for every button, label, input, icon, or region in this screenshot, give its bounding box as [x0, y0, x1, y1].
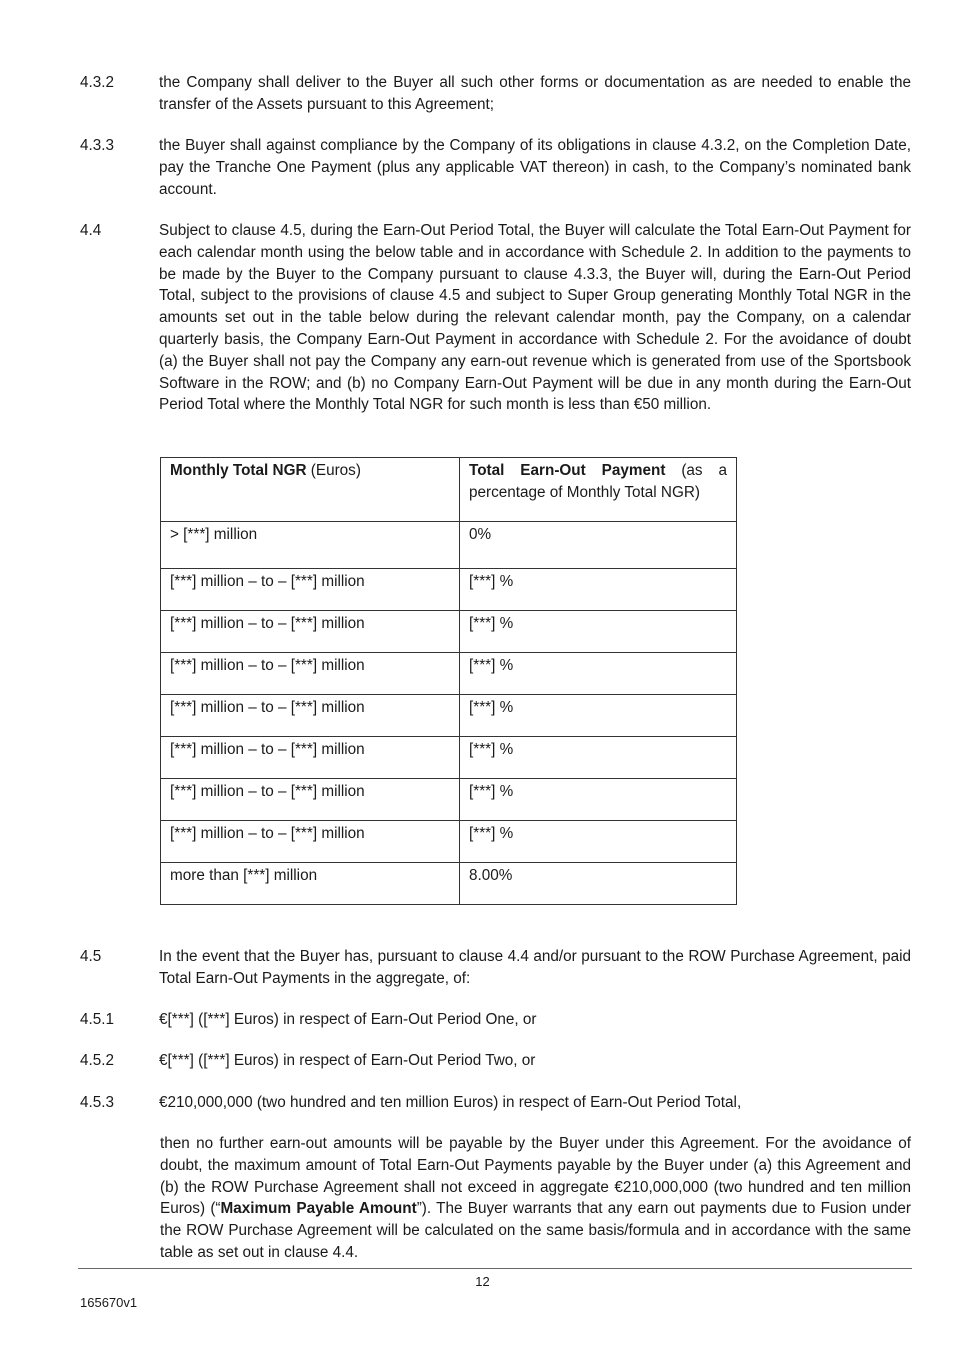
- clause-number: 4.3.3: [80, 137, 115, 154]
- clause-4-3-2: [80, 72, 911, 116]
- header-earn-out-payment: Total Earn-Out Payment (as a percentage of Monthly Total NGR): [460, 458, 737, 522]
- table-row: [***] million – to – [***] million [***] %: [161, 569, 737, 611]
- clause-number: 4.3.2: [80, 74, 115, 91]
- table-row: more than [***] million 8.00%: [161, 863, 737, 905]
- page-number: 12: [475, 1274, 490, 1289]
- clause-text: €[***] ([***] Euros) in respect of Earn-Out Period Two, or: [159, 1052, 536, 1069]
- closing-paragraph: then no further earn-out amounts will be payable by the Buyer under this Agreement. For the avoidance of doubt, the maximum amount of Total Earn-Out Payments payable by the Buyer under (a) this Agreement and (b) the ROW Purchase Agreement shall not exceed in aggregate €210,000,000 (two hundred and ten million Euros) (“Maximum Payable Amount”). The Buyer warrants that any earn out payments due to Fusion under the ROW Purchase Agreement will be calculated on the same basis/formula and in accordance with the same table as set out in clause 4.4.: [160, 1135, 911, 1261]
- clause-text: the Buyer shall against compliance by the Company of its obligations in clause 4.3.2, on the Completion Date, pay the Tranche One Payment (plus any applicable VAT thereon) in cash, to the Company’s nominated bank account.: [159, 137, 911, 198]
- header-monthly-ngr: Monthly Total NGR (Euros): [161, 458, 460, 522]
- defined-term: Maximum Payable Amount: [220, 1200, 417, 1218]
- clause-4-5: [80, 946, 911, 990]
- clause-4-3-3: [80, 135, 911, 200]
- clause-4-4: [80, 220, 911, 416]
- clause-text: €210,000,000 (two hundred and ten million Euros) in respect of Earn-Out Period Total,: [159, 1094, 742, 1111]
- clause-number: 4.4: [80, 222, 102, 239]
- table-header-row: [161, 458, 737, 522]
- table-row: [***] million – to – [***] million [***] %: [161, 611, 737, 653]
- clause-number: 4.5: [80, 948, 102, 965]
- clause-4-5-3: [80, 1092, 911, 1114]
- table-row: [***] million – to – [***] million [***] %: [161, 737, 737, 779]
- clause-text: €[***] ([***] Euros) in respect of Earn-Out Period One, or: [159, 1011, 537, 1028]
- clause-text: the Company shall deliver to the Buyer all such other forms or documentation as are needed to enable the transfer of the Assets pursuant to this Agreement;: [159, 74, 911, 113]
- table-row: [***] million – to – [***] million [***] %: [161, 695, 737, 737]
- clause-number: 4.5.2: [80, 1052, 115, 1069]
- clause-text: In the event that the Buyer has, pursuant to clause 4.4 and/or pursuant to the ROW Purchase Agreement, paid Total Earn-Out Payments in the aggregate, of:: [159, 948, 911, 987]
- clause-4-5-1: [80, 1009, 911, 1031]
- clause-text: Subject to clause 4.5, during the Earn-Out Period Total, the Buyer will calculate the Total Earn-Out Payment for each calendar month using the below table and in accordance with Schedule 2. In addition to the payments to be made by the Buyer to the Company pursuant to clause 4.3.3, the Buyer will, during the Earn-Out Period Total, subject to the provisions of clause 4.5 and subject to Super Group generating Monthly Total NGR in the amounts set out in the table below during the relevant calendar month, pay the Company, on a calendar quarterly basis, the Company Earn-Out Payment in accordance with Schedule 2. For the avoidance of doubt (a) the Buyer shall not pay the Company any earn-out revenue which is generated from use of the Sportsbook Software in the ROW; and (b) no Company Earn-Out Payment will be due in any month during the Earn-Out Period Total where the Monthly Total NGR for such month is less than €50 million.: [159, 222, 911, 414]
- document-reference: 165670v1: [80, 1295, 138, 1310]
- table-row: [***] million – to – [***] million [***] %: [161, 653, 737, 695]
- earn-out-table: [160, 457, 737, 905]
- table-row: [***] million – to – [***] million [***] %: [161, 779, 737, 821]
- clause-number: 4.5.3: [80, 1094, 115, 1111]
- clause-number: 4.5.1: [80, 1011, 115, 1028]
- footer-divider: [78, 1268, 912, 1269]
- table-row: > [***] million 0%: [161, 522, 737, 569]
- table-row: [***] million – to – [***] million [***] %: [161, 821, 737, 863]
- clause-4-5-2: [80, 1050, 911, 1072]
